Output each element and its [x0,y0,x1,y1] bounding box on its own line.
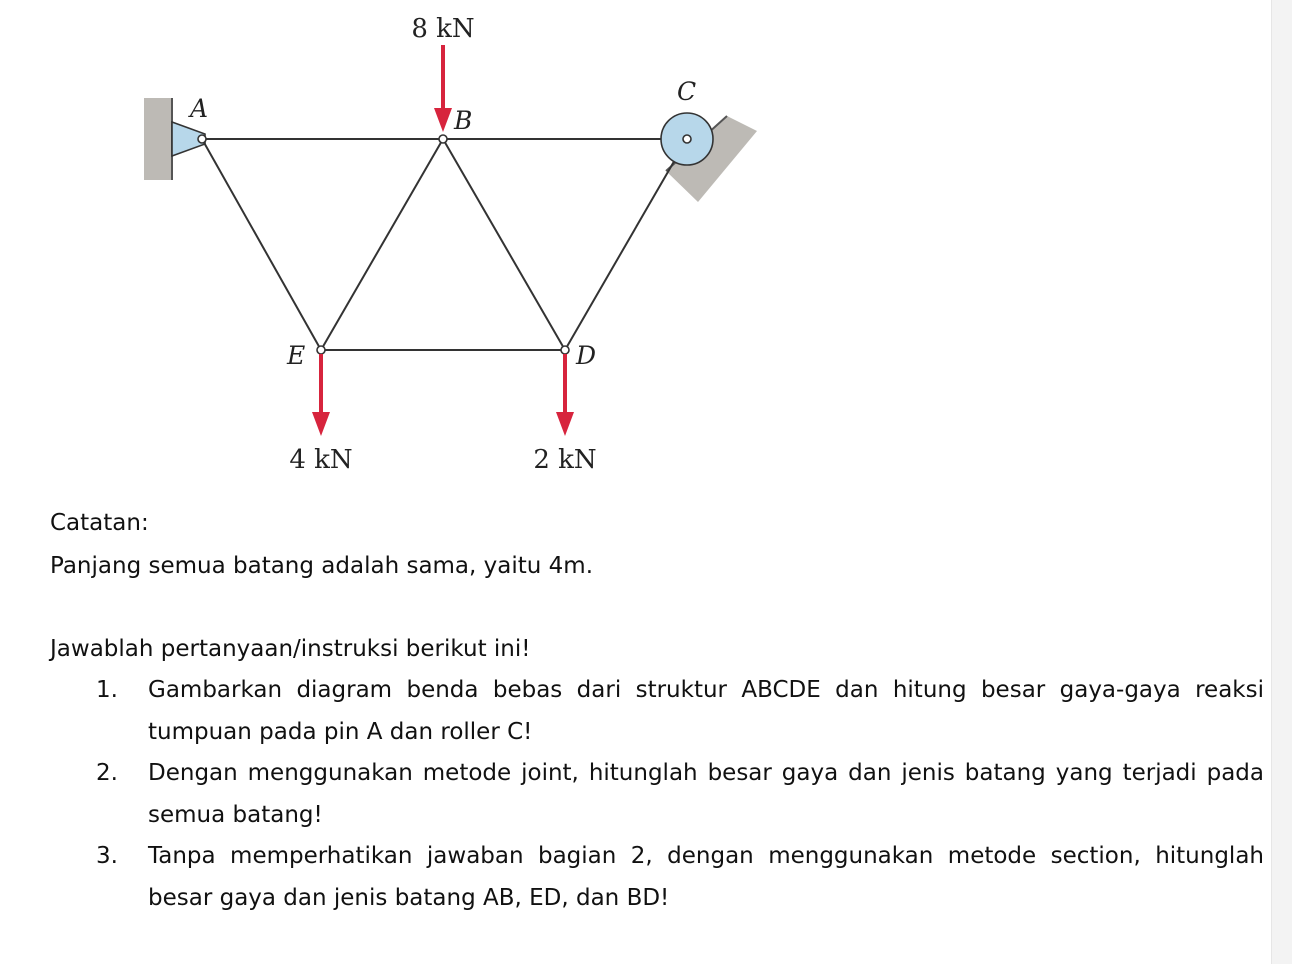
member-bd [443,139,565,350]
question-text: Tanpa memperhatikan jawaban bagian 2, dengan menggunakan metode section, hitunglah besar gaya dan jenis batang AB, ED, dan BD! [148,843,1264,911]
load-arrow-d-head [556,412,574,436]
node-label-b: B [454,106,473,135]
question-list [96,670,1264,919]
question-item [96,836,1264,919]
load-label-d: 2 kN [533,445,597,475]
joint-e [317,346,325,354]
load-arrow-e-head [312,412,330,436]
member-dc [565,139,687,350]
question-text: Dengan menggunakan metode joint, hitunglah besar gaya dan jenis batang yang terjadi pada semua batang! [148,760,1264,828]
joint-b [439,135,447,143]
node-label-d: D [576,341,597,370]
truss-members [202,139,687,350]
page-edge-strip [1271,0,1292,964]
node-label-c: C [677,77,697,106]
member-eb [321,139,443,350]
truss-joints [198,135,691,354]
question-number: 1. [96,677,118,703]
wall-a [144,98,172,180]
node-label-a: A [190,94,209,123]
question-item [96,753,1264,836]
question-text: Gambarkan diagram benda bebas dari struktur ABCDE dan hitung besar gaya-gaya reaksi tumpuan pada pin A dan roller C! [148,677,1264,745]
load-label-b: 8 kN [411,14,475,44]
load-label-e: 4 kN [289,445,353,475]
instructions-title: Jawablah pertanyaan/instruksi berikut ini! [50,636,531,662]
node-label-e: E [287,341,306,370]
question-number: 3. [96,843,118,869]
member-ae [202,139,321,350]
question-item [96,670,1264,753]
note-body: Panjang semua batang adalah sama, yaitu 4m. [50,553,594,579]
joint-c [683,135,691,143]
joint-a [198,135,206,143]
note-title: Catatan: [50,510,149,536]
joint-d [561,346,569,354]
question-number: 2. [96,760,118,786]
load-arrow-b-head [434,108,452,132]
load-arrows [312,45,574,436]
truss-diagram [0,0,800,480]
